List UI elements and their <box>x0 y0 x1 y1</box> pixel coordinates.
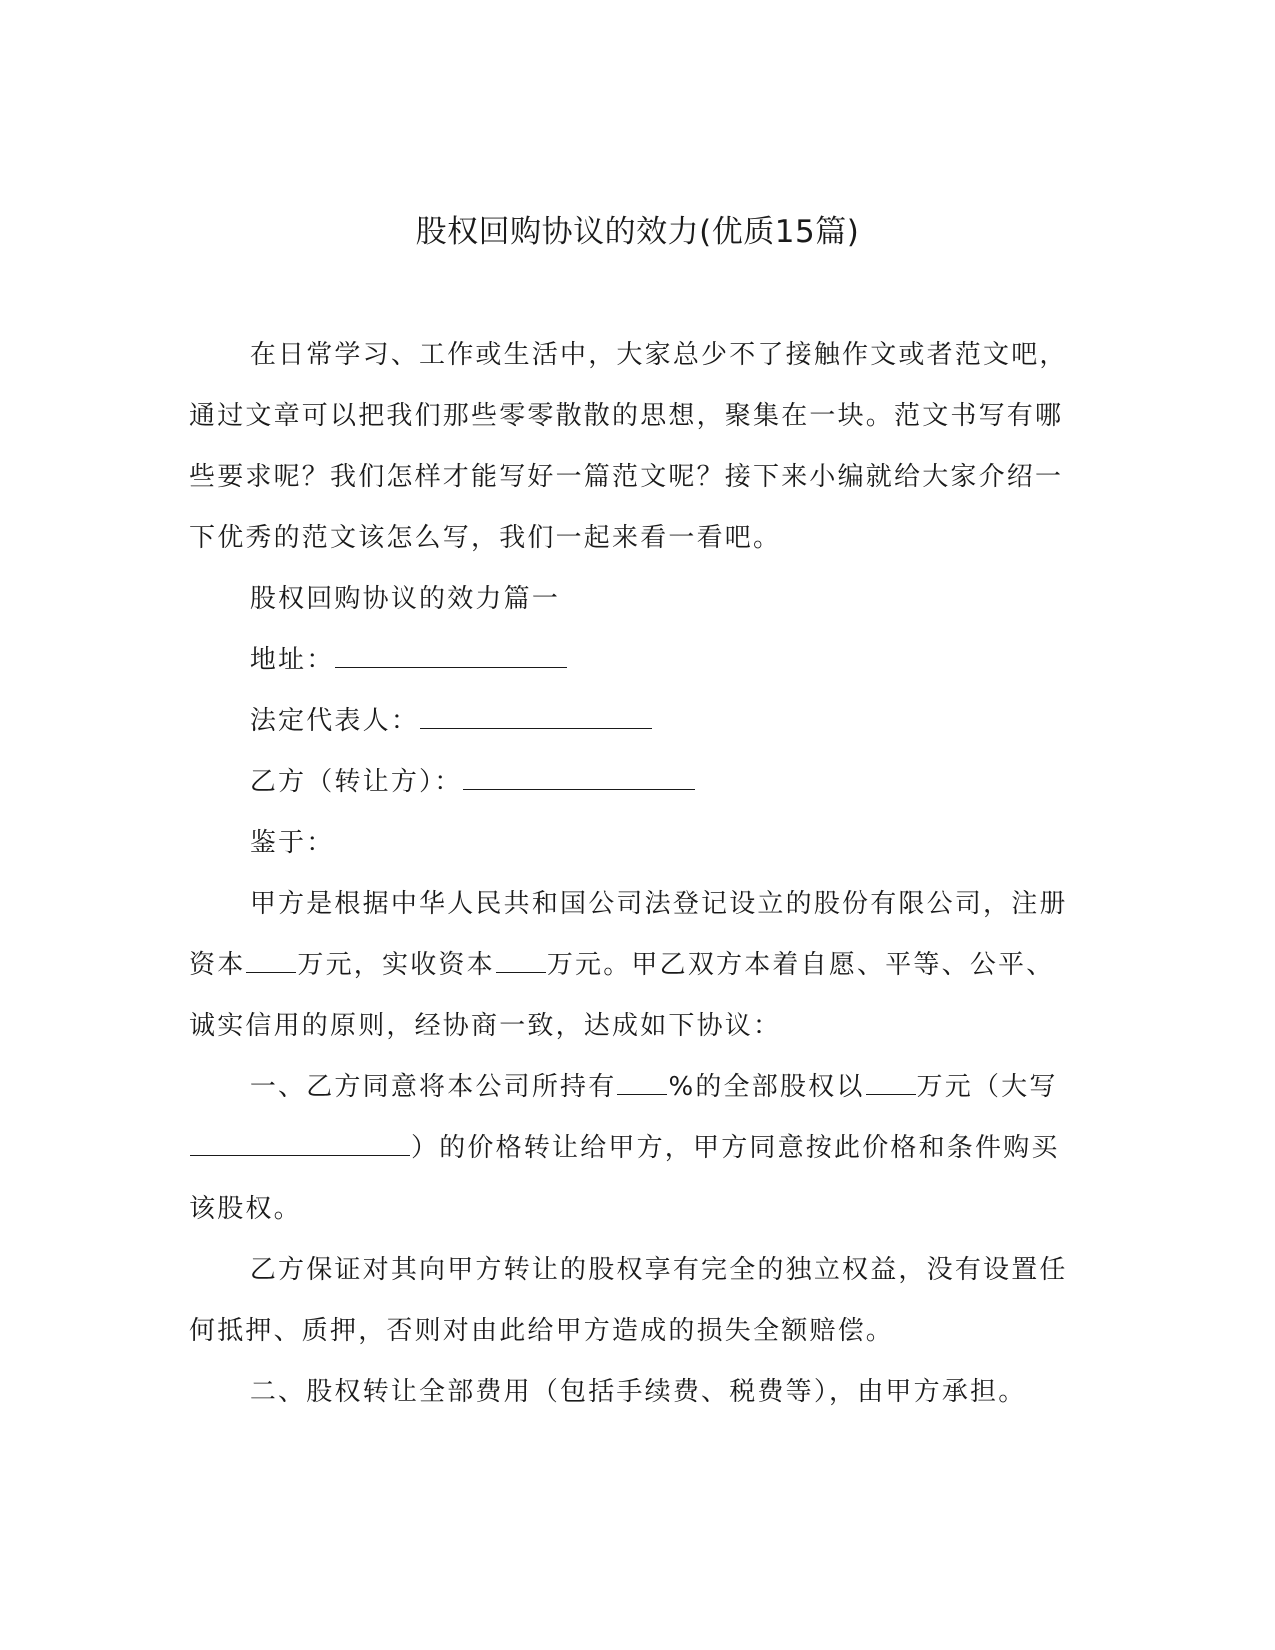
document-body <box>189 325 1079 1423</box>
clause-one-text-4: ）的价格转让给甲方，甲方同意按此价格和条件购买该股权。 <box>189 1133 1060 1224</box>
guarantee-paragraph: 乙方保证对其向甲方转让的股权享有完全的独立权益，没有设置任何抵押、质押，否则对由此给甲方造成的损失全额赔偿。 <box>189 1255 1068 1346</box>
party-b-blank <box>463 765 695 790</box>
party-b-line <box>189 752 1079 813</box>
clause-one-text-2: %的全部股权以 <box>668 1072 865 1102</box>
paid-in-capital-blank <box>496 948 546 973</box>
party-b-label: 乙方（转让方）： <box>249 767 463 797</box>
legal-rep-label: 法定代表人： <box>249 706 420 736</box>
clause-one <box>189 1057 1079 1240</box>
clause-one-text-1: 一、乙方同意将本公司所持有 <box>249 1072 617 1102</box>
document-title: 股权回购协议的效力(优质15篇) <box>415 214 860 250</box>
address-label: 地址： <box>249 645 335 675</box>
price-uppercase-blank <box>190 1131 410 1156</box>
whereas-line: 鉴于： <box>249 828 335 858</box>
registered-capital-blank <box>246 948 296 973</box>
party-a-desc-text-1: 甲方是根据中华人民共和国公司法登记设立的股份有限公司，注册资本 <box>189 889 1068 980</box>
legal-rep-line <box>189 691 1079 752</box>
share-percent-blank <box>617 1070 667 1095</box>
clause-one-text-3: 万元（大写 <box>916 1072 1058 1102</box>
address-line <box>189 630 1079 691</box>
section-heading: 股权回购协议的效力篇一 <box>249 584 561 614</box>
party-a-desc-text-3: 万元。甲乙双方本着自愿、平等、公平、诚实信用的原则，经协商一致，达成如下协议： <box>189 950 1055 1041</box>
legal-rep-blank <box>420 704 652 729</box>
clause-two: 二、股权转让全部费用（包括手续费、税费等），由甲方承担。 <box>249 1377 1027 1407</box>
price-blank <box>866 1070 916 1095</box>
party-a-desc-text-2: 万元，实收资本 <box>297 950 495 980</box>
party-a-description <box>189 874 1079 1057</box>
intro-paragraph: 在日常学习、工作或生活中，大家总少不了接触作文或者范文吧，通过文章可以把我们那些零零散散的思想，聚集在一块。范文书写有哪些要求呢？我们怎样才能写好一篇范文呢？接下来小编就给大家介绍一下优秀的范文该怎么写，我们一起来看一看吧。 <box>189 340 1068 553</box>
address-blank <box>335 643 567 668</box>
